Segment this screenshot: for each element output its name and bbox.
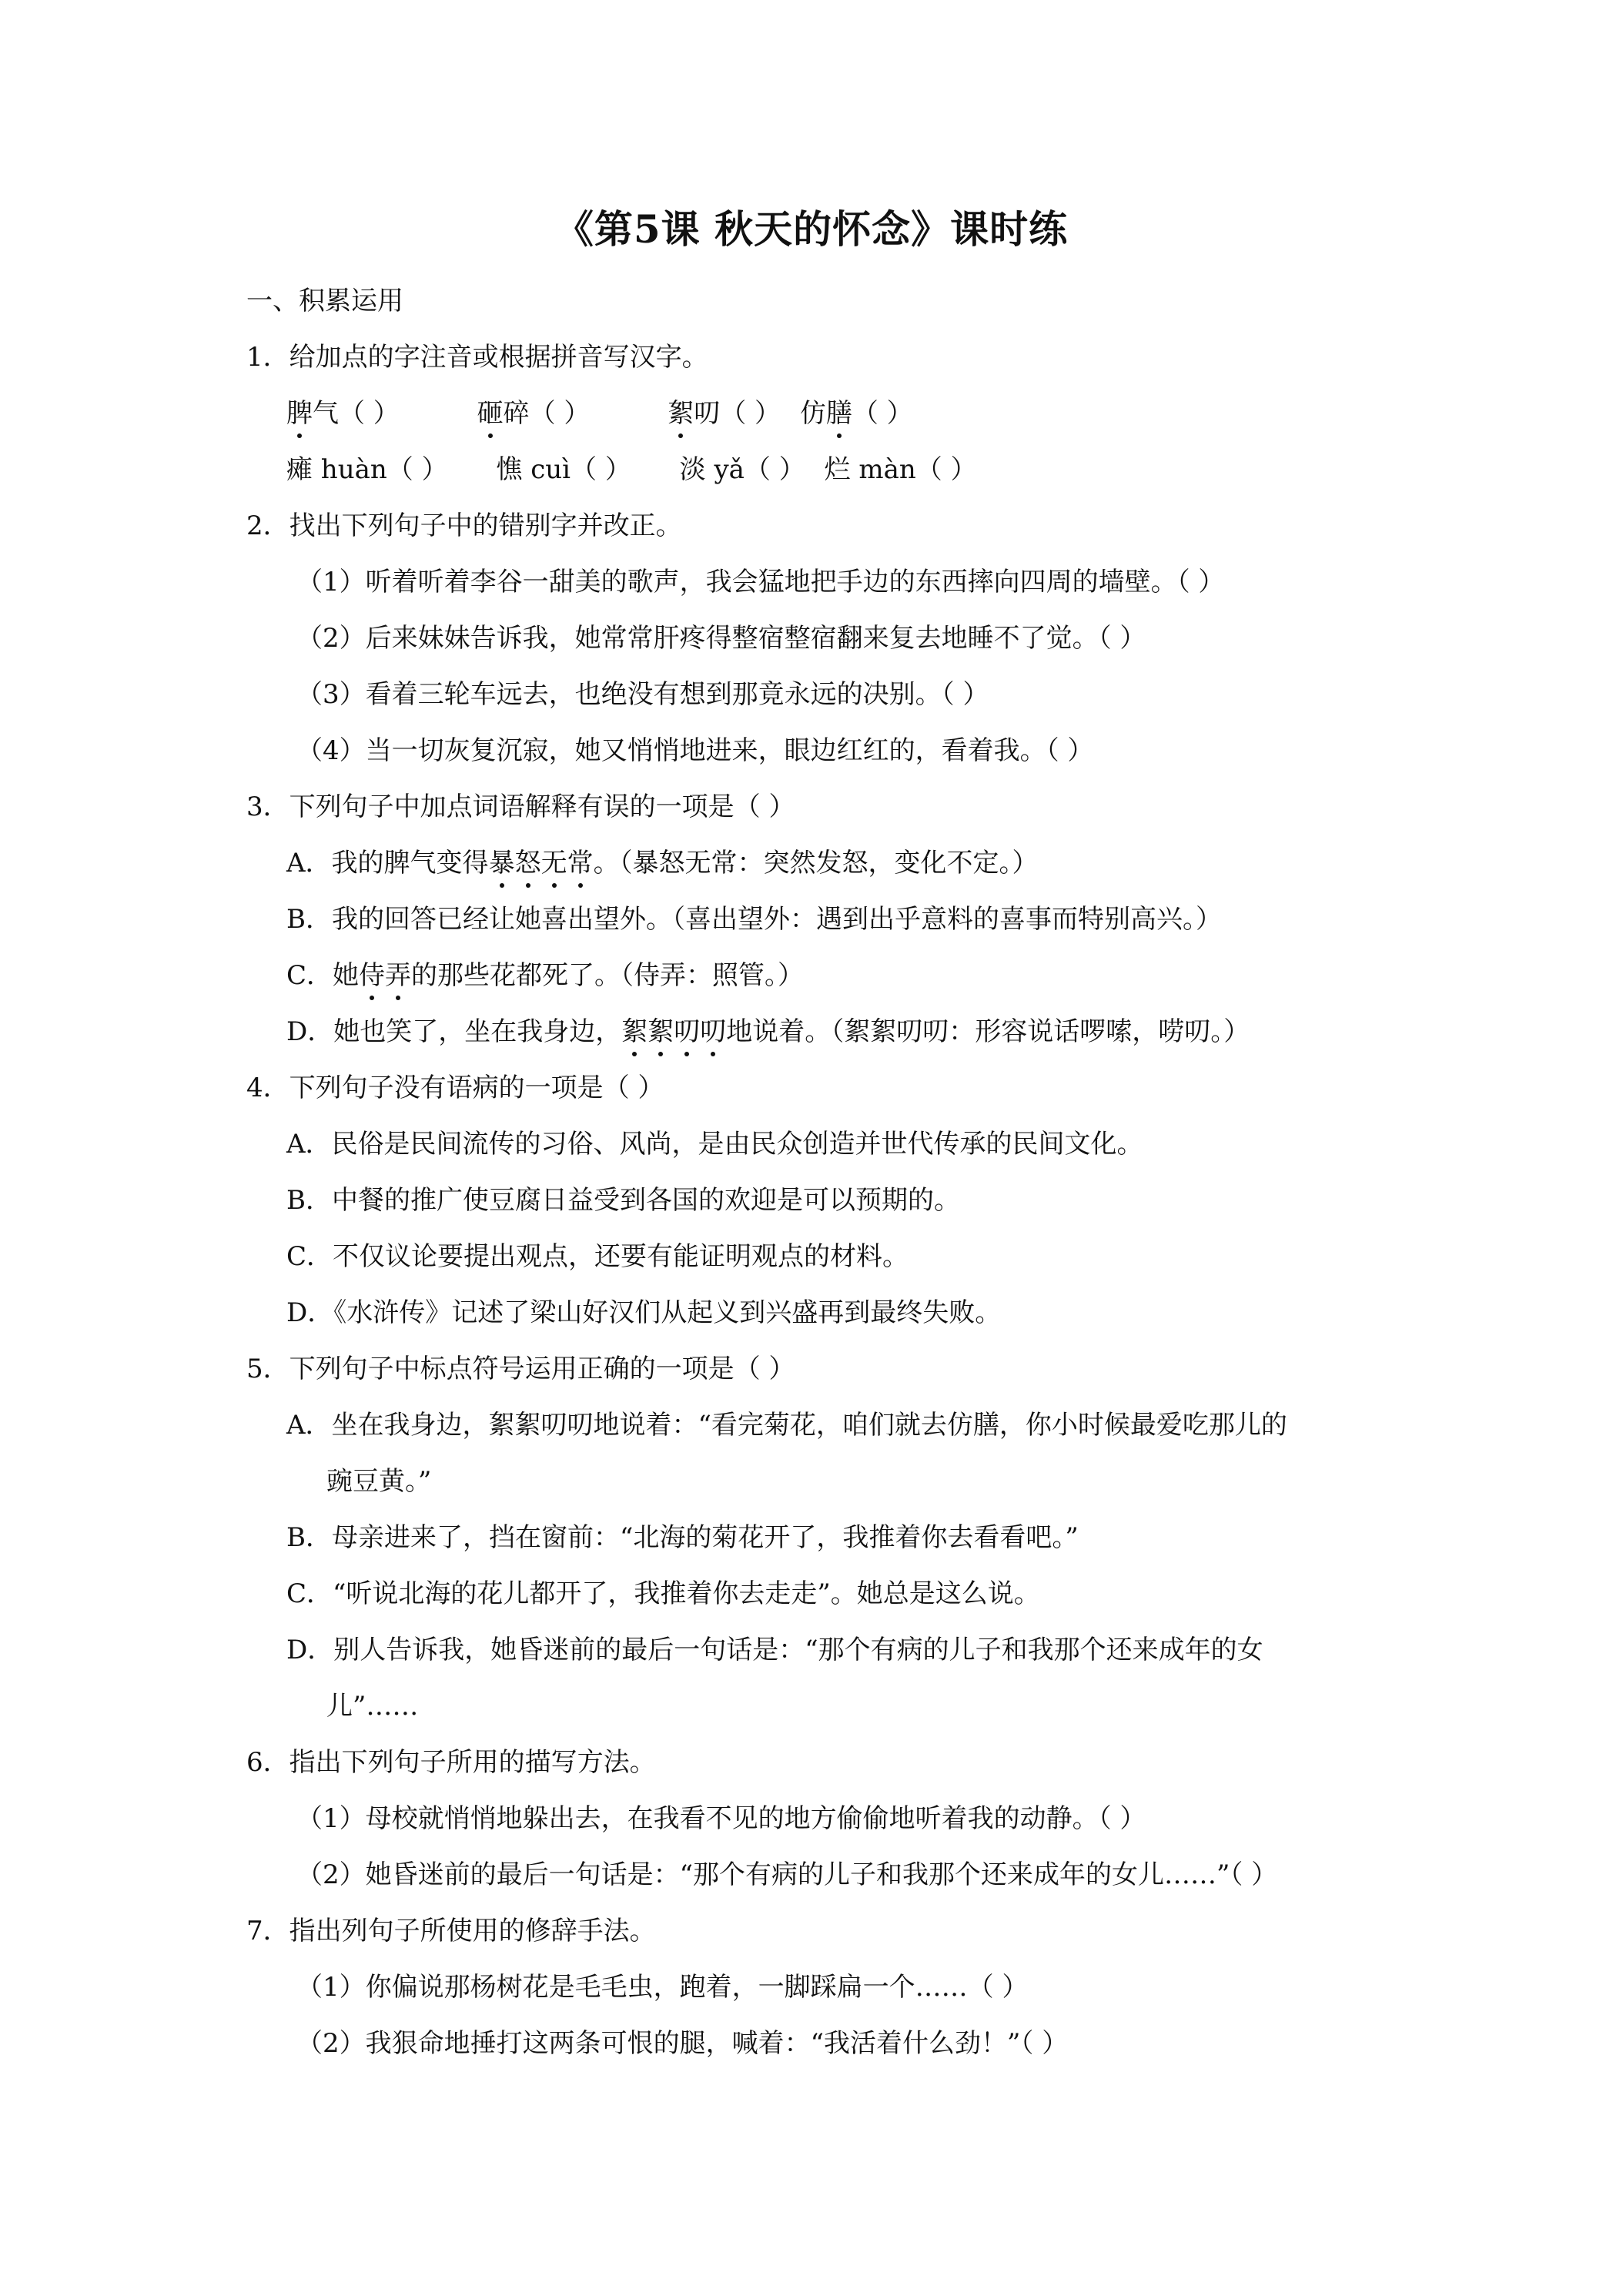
question-5-option-d-line-1: D．别人告诉我，她昏迷前的最后一句话是：“那个有病的儿子和我那个还来成年的女: [286, 1635, 1263, 1665]
question-4-stem: 4．下列句子没有语病的一项是（ ）: [246, 1073, 664, 1103]
question-4-option-a: A．民俗是民间流传的习俗、风尚，是由民众创造并世代传承的民间文化。: [286, 1129, 1143, 1160]
q1-word-4: 仿膳（ ）: [799, 398, 913, 429]
q1-word-3: 絮叨（ ）: [668, 398, 781, 429]
question-6-item-2: （2）她昏迷前的最后一句话是：“那个有病的儿子和我那个还来成年的女儿……”（ ）: [296, 1859, 1278, 1890]
question-3-option-d: D．她也笑了，坐在我身边，絮絮叨叨地说着。（絮絮叨叨：形容说话啰嗦，唠叨。）: [286, 1016, 1250, 1047]
question-2-item-3: （3）看着三轮车远去，也绝没有想到那竟永远的决别。（ ）: [296, 679, 989, 710]
q1-pinyin-1: 瘫 huàn（ ）: [286, 454, 448, 485]
question-3-option-a: A．我的脾气变得暴怒无常。（暴怒无常：突然发怒，变化不定。）: [286, 848, 1039, 879]
question-2-item-1: （1）听着听着李谷一甜美的歌声，我会猛地把手边的东西摔向四周的墙壁。（ ）: [296, 567, 1225, 597]
question-4-option-d: D．《水浒传》记述了梁山好汉们从起义到兴盛再到最终失败。: [286, 1297, 1002, 1328]
q1-pinyin-2: 憔 cuì（ ）: [496, 454, 631, 485]
question-3-stem: 3．下列句子中加点词语解释有误的一项是（ ）: [246, 792, 795, 822]
question-7-item-2: （2）我狠命地捶打这两条可恨的腿，喊着：“我活着什么劲！”（ ）: [296, 2028, 1069, 2059]
question-1-row-1: [286, 398, 913, 429]
question-1-stem: 1．给加点的字注音或根据拼音写汉字。: [246, 342, 708, 373]
q1-pinyin-3: 淡 yǎ（ ）: [679, 454, 805, 485]
question-7-item-1: （1）你偏说那杨树花是毛毛虫，跑着，一脚踩扁一个……（ ）: [296, 1972, 1029, 2003]
question-4-option-c: C．不仅议论要提出观点，还要有能证明观点的材料。: [286, 1241, 909, 1272]
question-5-option-d-line-2: 儿”……: [326, 1691, 419, 1722]
q1-word-2: 砸碎（ ）: [477, 398, 591, 429]
section-heading: 一、积累运用: [246, 286, 403, 316]
question-6-stem: 6．指出下列句子所用的描写方法。: [246, 1747, 656, 1778]
question-5-option-a-line-1: A．坐在我身边，絮絮叨叨地说着：“看完菊花，咱们就去仿膳，你小时候最爱吃那儿的: [286, 1410, 1287, 1441]
question-5-option-b: B．母亲进来了，挡在窗前：“北海的菊花开了，我推着你去看看吧。”: [286, 1522, 1079, 1553]
page-title: 《第5课 秋天的怀念》课时练: [554, 206, 1069, 252]
question-5-stem: 5．下列句子中标点符号运用正确的一项是（ ）: [246, 1354, 795, 1384]
question-1-row-2: [286, 454, 977, 485]
question-5-option-c: C．“听说北海的花儿都开了，我推着你去走走”。她总是这么说。: [286, 1578, 1040, 1609]
question-2-item-4: （4）当一切灰复沉寂，她又悄悄地进来，眼边红红的，看着我。（ ）: [296, 735, 1094, 766]
q1-pinyin-4: 烂 màn（ ）: [824, 454, 977, 485]
question-2-item-2: （2）后来妹妹告诉我，她常常肝疼得整宿整宿翻来复去地睡不了觉。（ ）: [296, 623, 1146, 654]
question-5-option-a-line-2: 豌豆黄。”: [326, 1466, 432, 1497]
question-7-stem: 7．指出列句子所使用的修辞手法。: [246, 1916, 656, 1946]
question-4-option-b: B．中餐的推广使豆腐日益受到各国的欢迎是可以预期的。: [286, 1185, 960, 1216]
question-3-option-c: C．她侍弄的那些花都死了。（侍弄：照管。）: [286, 960, 805, 991]
question-3-option-b: B．我的回答已经让她喜出望外。（喜出望外：遇到出乎意料的喜事而特别高兴。）: [286, 904, 1222, 935]
question-6-item-1: （1）母校就悄悄地躲出去，在我看不见的地方偷偷地听着我的动静。（ ）: [296, 1803, 1146, 1834]
q1-word-1: 脾气（ ）: [286, 398, 400, 429]
question-2-stem: 2．找出下列句子中的错别字并改正。: [246, 510, 682, 541]
